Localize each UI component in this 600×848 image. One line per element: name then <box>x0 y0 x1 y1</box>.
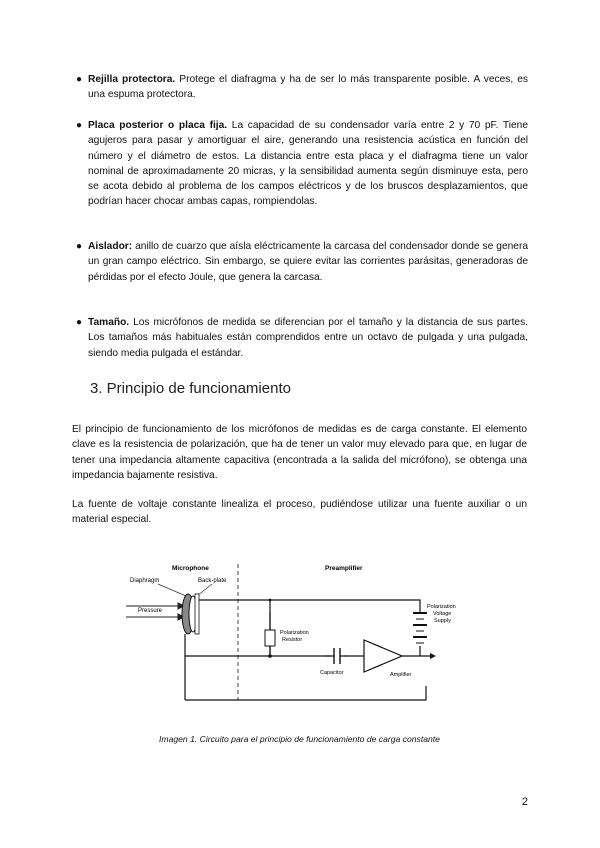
page-number: 2 <box>521 796 528 808</box>
bullet-dot: ● <box>76 74 83 85</box>
bullet-item-tamano <box>76 315 528 361</box>
label-diaphragm: Diaphragm <box>130 578 160 584</box>
bullet-term: Tamaño. <box>88 317 130 328</box>
paragraph-principle: El principio de funcionamiento de los micrófonos de medidas es de carga constante. El elemento clave es la resistencia de polarización, que ha de tener un valor muy elevado para que, en lugar de tener una impedancia altamente capacitiva (encontrada a la salida del micrófono), se obtenga una impedancia bajamente resistiva. <box>72 424 527 481</box>
label-pressure: Pressure <box>138 608 163 614</box>
voltage-supply <box>413 613 427 643</box>
bullet-term: Rejilla protectora. <box>88 74 176 85</box>
bullet-text: anillo de cuarzo que aísla eléctricamente la carcasa del condensador donde se genera un gran campo eléctrico. Sin embargo, se quiere evitar las corrientes parásitas, generadoras de pérdidas por el efecto Joule, que genera la carcasa. <box>88 241 528 283</box>
bullet-term: Placa posterior o placa fija. <box>88 120 228 131</box>
label-resistor-2: Resistor <box>282 637 303 643</box>
circuit-diagram <box>120 560 456 705</box>
section-heading: 3. Principio de funcionamiento <box>90 380 291 397</box>
label-preamplifier: Preamplifier <box>325 565 363 572</box>
polarization-resistor <box>265 630 275 646</box>
bullet-dot: ● <box>76 120 83 131</box>
label-microphone: Microphone <box>172 565 209 572</box>
bullet-term: Aislador: <box>88 241 133 252</box>
label-voltage-3: Supply <box>434 618 451 624</box>
circuit-wires <box>185 600 430 700</box>
bullet-item-placa <box>76 118 528 210</box>
label-voltage-1: Polarization <box>427 604 456 610</box>
microphone-capsule <box>182 594 199 634</box>
bullet-text: Los micrófonos de medida se diferencian por el tamaño y la distancia de sus partes. Los tamaños más habituales están comprendidos entre un octavo de pulgada y una pulgada, siendo media pulgada el estándar. <box>88 317 528 359</box>
label-backplate: Back-plate <box>198 578 227 584</box>
coupling-capacitor <box>325 646 364 666</box>
bullet-dot: ● <box>76 317 83 328</box>
label-capacitor: Capacitor <box>320 670 344 676</box>
bullet-item-aislador <box>76 239 528 285</box>
amplifier-symbol <box>364 640 402 672</box>
bullet-text: La capacidad de su condensador varía entre 2 y 70 pF. Tiene agujeros para pasar y amortiguar el aire, generando una resistencia acústica en función del número y el diámetro de estos. La distancia entre esta placa y el diafragma tiene un valor nominal de aproximadamente 20 micras, y la sensibilidad aumenta según disminuye esta, pero se acota debido al problema de los campos eléctricos y de los bruscos desplazamientos, que podrían hacer chocar ambas capas, rompiendolas. <box>88 120 528 208</box>
paragraph-voltage-source: La fuente de voltaje constante linealiza el proceso, pudiéndose utilizar una fuente auxiliar o un material especial. <box>72 499 527 526</box>
bullet-text: Protege el diafragma y ha de ser lo más transparente posible. A veces, es una espuma protectora. <box>88 74 528 101</box>
figure-caption: Imagen 1. Circuito para el principio de funcionamiento de carga constante <box>159 734 440 744</box>
label-voltage-2: Voltage <box>433 611 452 617</box>
bullet-dot: ● <box>76 241 83 252</box>
label-amplifier: Amplifier <box>390 672 412 678</box>
label-resistor-1: Polarization <box>280 630 309 636</box>
bullet-item-rejilla <box>76 72 528 103</box>
